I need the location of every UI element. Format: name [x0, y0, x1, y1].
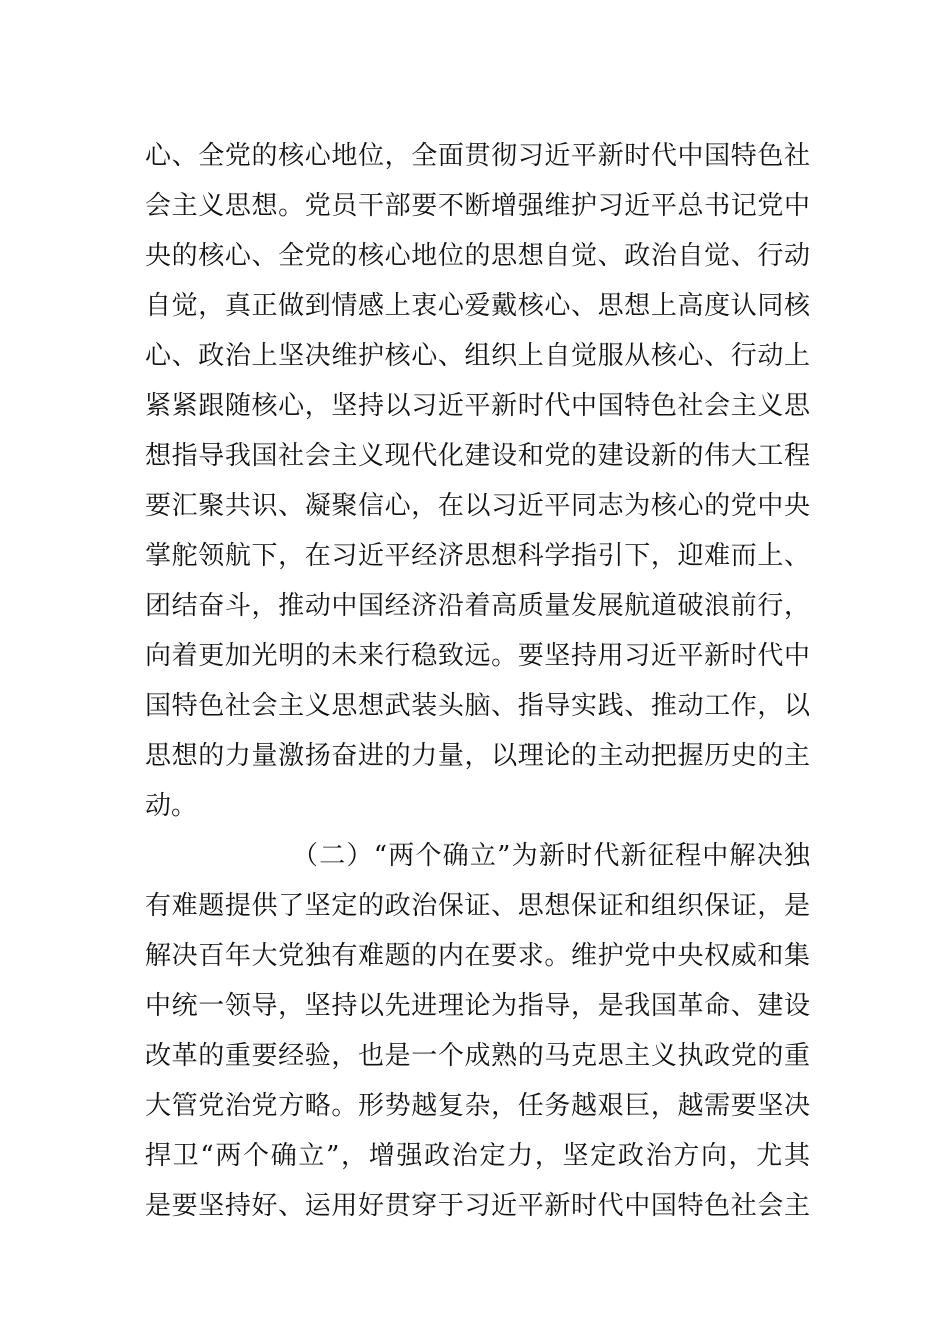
text-line-4: 自觉，真正做到情感上衷心爱戴核心、思想上高度认同核	[145, 291, 810, 321]
text-line-3: 央的核心、全党的核心地位的思想自觉、政治自觉、行动	[145, 241, 810, 271]
text-line-11: 向着更加光明的未来行稳致远。要坚持用习近平新时代中	[145, 641, 810, 671]
text-line-8: 要汇聚共识、凝聚信心，在以习近平同志为核心的党中央	[145, 491, 810, 521]
text-line-18: 中统一领导，坚持以先进理论为指导，是我国革命、建设	[145, 991, 810, 1021]
text-line-10: 团结奋斗，推动中国经济沿着高质量发展航道破浪前行，	[145, 591, 810, 621]
text-line-22: 是要坚持好、运用好贯穿于习近平新时代中国特色社会主	[145, 1191, 810, 1221]
text-line-6: 紧紧跟随核心，坚持以习近平新时代中国特色社会主义思	[145, 391, 810, 421]
text-line-17: 解决百年大党独有难题的内在要求。维护党中央权威和集	[145, 941, 810, 971]
text-line-5: 心、政治上坚决维护核心、组织上自觉服从核心、行动上	[145, 341, 810, 371]
text-line-7: 想指导我国社会主义现代化建设和党的建设新的伟大工程	[145, 441, 810, 471]
text-line-2: 会主义思想。党员干部要不断增强维护习近平总书记党中	[145, 191, 810, 221]
text-line-1: 心、全党的核心地位，全面贯彻习近平新时代中国特色社	[145, 141, 810, 171]
text-line-19: 改革的重要经验，也是一个成熟的马克思主义执政党的重	[145, 1041, 810, 1071]
text-line-21: 捍卫“两个确立”，增强政治定力，坚定政治方向，尤其	[145, 1141, 810, 1171]
section-heading-line: （二）“两个确立”为新时代新征程中解决独	[292, 841, 810, 871]
text-line-9: 掌舵领航下，在习近平经济思想科学指引下，迎难而上、	[145, 541, 810, 571]
text-line-16: 有难题提供了坚定的政治保证、思想保证和组织保证，是	[145, 891, 810, 921]
text-line-13: 思想的力量激扬奋进的力量，以理论的主动把握历史的主	[145, 741, 810, 771]
text-line-14: 动。	[145, 791, 198, 821]
text-line-20: 大管党治党方略。形势越复杂，任务越艰巨，越需要坚决	[145, 1091, 810, 1121]
text-line-12: 国特色社会主义思想武装头脑、指导实践、推动工作，以	[145, 691, 810, 721]
